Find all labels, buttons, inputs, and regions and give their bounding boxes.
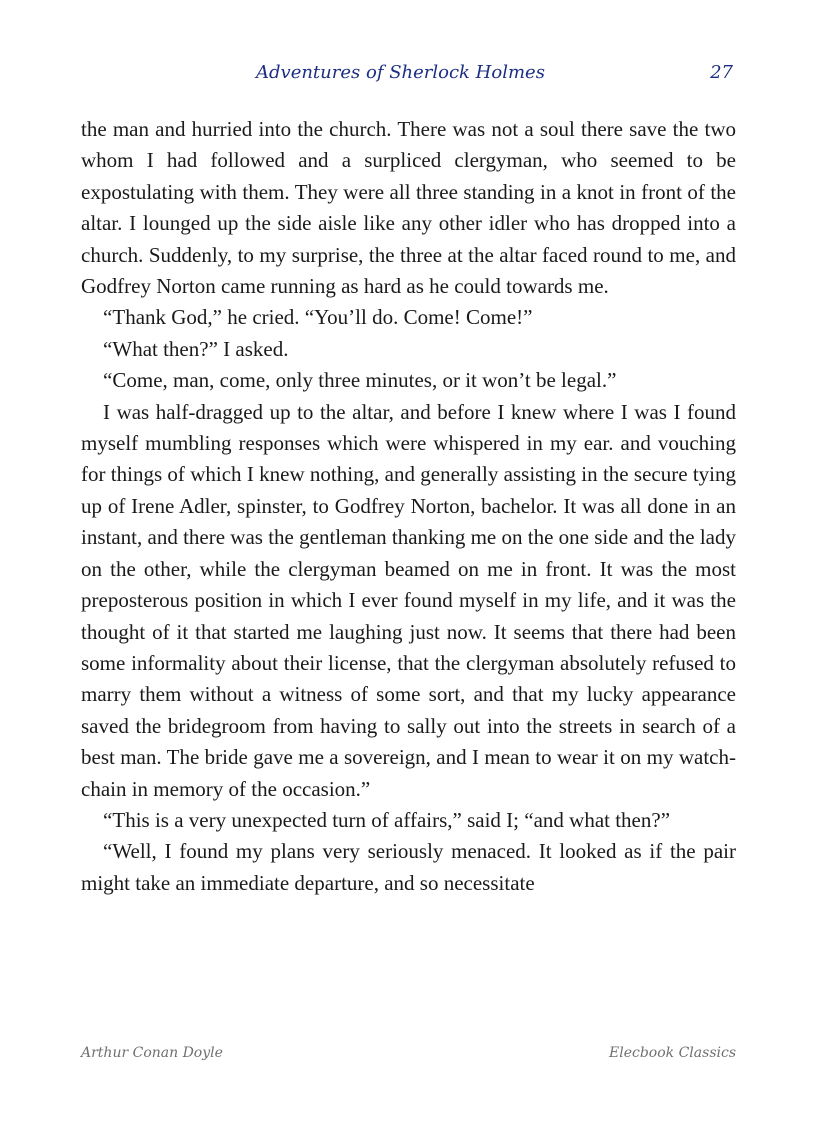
paragraph: “This is a very unexpected turn of affairs,” said I; “and what then?”	[103, 807, 671, 832]
footer-author: Arthur Conan Doyle	[81, 1045, 223, 1061]
paragraph: I was half-dragged up to the altar, and before I knew where I was I found myself mumbling responses which were whispered in my ear. and vouching for things of which I knew nothing, and generally assisting in the secure tying up of Irene Adler, spinster, to Godfrey Norton, bachelor. It was all done in an instant, and there was the gentleman thanking me on the one side and the lady on the other, while the clergyman beamed on me in front. It was the most preposterous position in which I ever found myself in my life, and it was the thought of it that started me laughing just now. It seems that there had been some informality about their license, that the clergyman absolutely refused to marry them without a witness of some sort, and that my lucky appearance saved the bridegroom from having to sally out into the streets in search of a best man. The bride gave me a sovereign, and I mean to wear it on my watch-chain in memory of the occasion.”	[81, 399, 736, 801]
paragraph: the man and hurried into the church. There was not a soul there save the two whom I had followed and a surpliced clergyman, who seemed to be expostulating with them. They were all three standing in a knot in front of the altar. I lounged up the side aisle like any other idler who has dropped into a church. Suddenly, to my surprise, the three at the altar faced round to me, and Godfrey Norton came running as hard as he could towards me.	[81, 117, 736, 299]
footer-publisher: Elecbook Classics	[609, 1045, 736, 1061]
paragraph: “Thank God,” he cried. “You’ll do. Come! Come!”	[103, 305, 533, 330]
paragraph: “Well, I found my plans very seriously menaced. It looked as if the pair might take an immediate departure, and so necessitate	[81, 839, 736, 895]
paragraph: “What then?” I asked.	[103, 336, 289, 361]
page-number: 27	[710, 62, 733, 83]
paragraph: “Come, man, come, only three minutes, or it won’t be legal.”	[103, 368, 617, 393]
body-text	[81, 114, 736, 899]
running-header	[256, 62, 736, 92]
book-title: Adventures of Sherlock Holmes	[256, 62, 545, 83]
